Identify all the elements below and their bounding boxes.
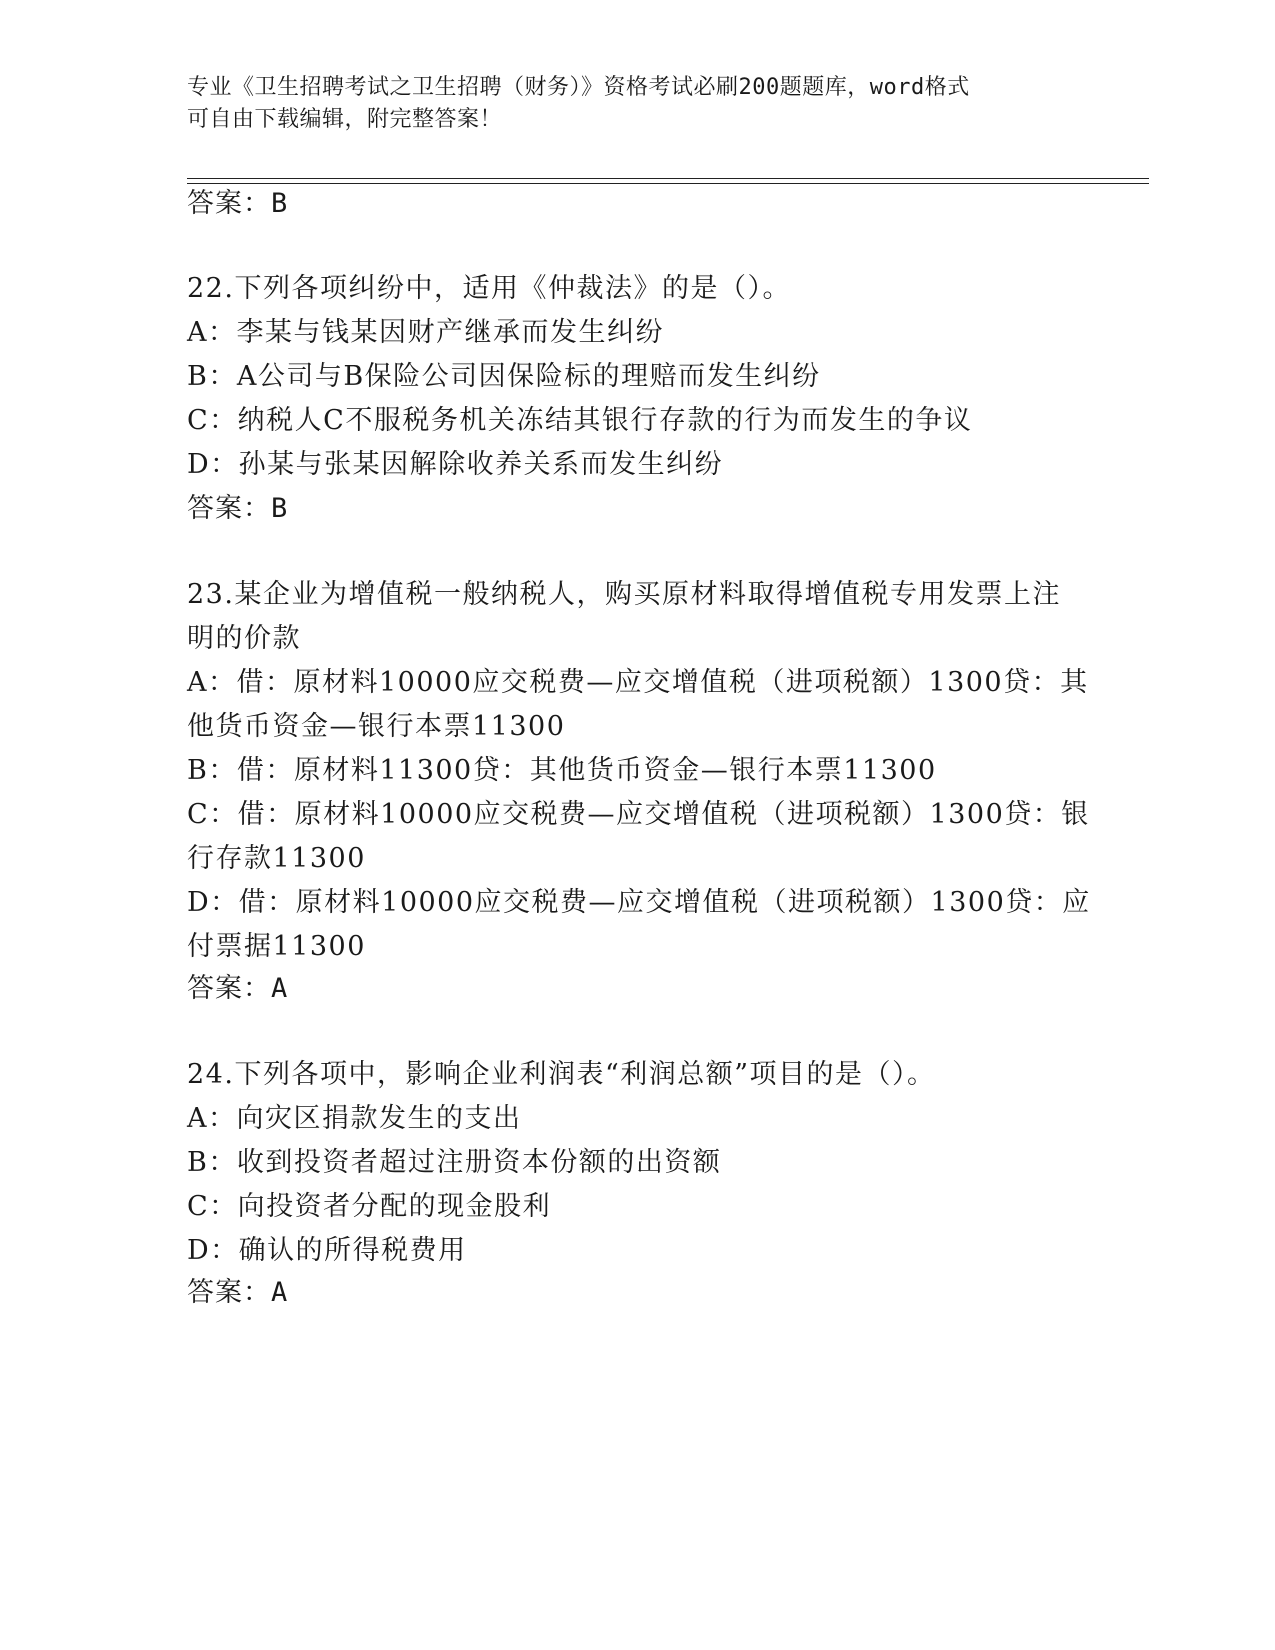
question-23-stem-line-1: 23.某企业为增值税一般纳税人，购买原材料取得增值税专用发票上注 [187, 579, 1061, 610]
question-22-answer: 答案：B [187, 493, 289, 524]
question-23-option-b: B：借：原材料11300贷：其他货币资金—银行本票11300 [187, 755, 937, 786]
question-22-option-d: D：孙某与张某因解除收养关系而发生纠纷 [187, 449, 724, 480]
question-24-answer: 答案：A [187, 1277, 289, 1308]
previous-answer: 答案：B [187, 188, 289, 219]
question-23-option-c-line-2: 行存款11300 [187, 843, 366, 874]
header-divider-bottom [187, 183, 1149, 184]
question-22-option-b: B：A公司与B保险公司因保险标的理赔而发生纠纷 [187, 361, 821, 392]
header-line-2: 可自由下载编辑，附完整答案！ [187, 107, 503, 132]
question-24-stem: 24.下列各项中，影响企业利润表“利润总额”项目的是（）。 [187, 1059, 936, 1090]
question-23-option-d-line-2: 付票据11300 [187, 931, 366, 962]
question-22-stem: 22.下列各项纠纷中，适用《仲裁法》的是（）。 [187, 273, 791, 304]
question-23-stem-line-2: 明的价款 [187, 623, 301, 654]
header-line-1: 专业《卫生招聘考试之卫生招聘（财务）》资格考试必刷200题题库，word格式 [187, 75, 970, 100]
question-23-option-a-line-2: 他货币资金—银行本票11300 [187, 711, 566, 742]
question-24-option-b: B：收到投资者超过注册资本份额的出资额 [187, 1147, 722, 1178]
header-divider-top [187, 178, 1149, 179]
question-23-option-c-line-1: C：借：原材料10000应交税费—应交增值税（进项税额）1300贷：银 [187, 799, 1090, 830]
question-24-option-a: A：向灾区捐款发生的支出 [187, 1103, 522, 1134]
question-23-option-a-line-1: A：借：原材料10000应交税费—应交增值税（进项税额）1300贷：其 [187, 667, 1089, 698]
question-22-option-c: C：纳税人C不服税务机关冻结其银行存款的行为而发生的争议 [187, 405, 973, 436]
question-23-option-d-line-1: D：借：原材料10000应交税费—应交增值税（进项税额）1300贷：应 [187, 887, 1091, 918]
question-24-option-d: D：确认的所得税费用 [187, 1235, 467, 1266]
question-22-option-a: A：李某与钱某因财产继承而发生纠纷 [187, 317, 664, 348]
question-23-answer: 答案：A [187, 973, 289, 1004]
page-header [187, 72, 1087, 136]
question-24-option-c: C：向投资者分配的现金股利 [187, 1191, 552, 1222]
